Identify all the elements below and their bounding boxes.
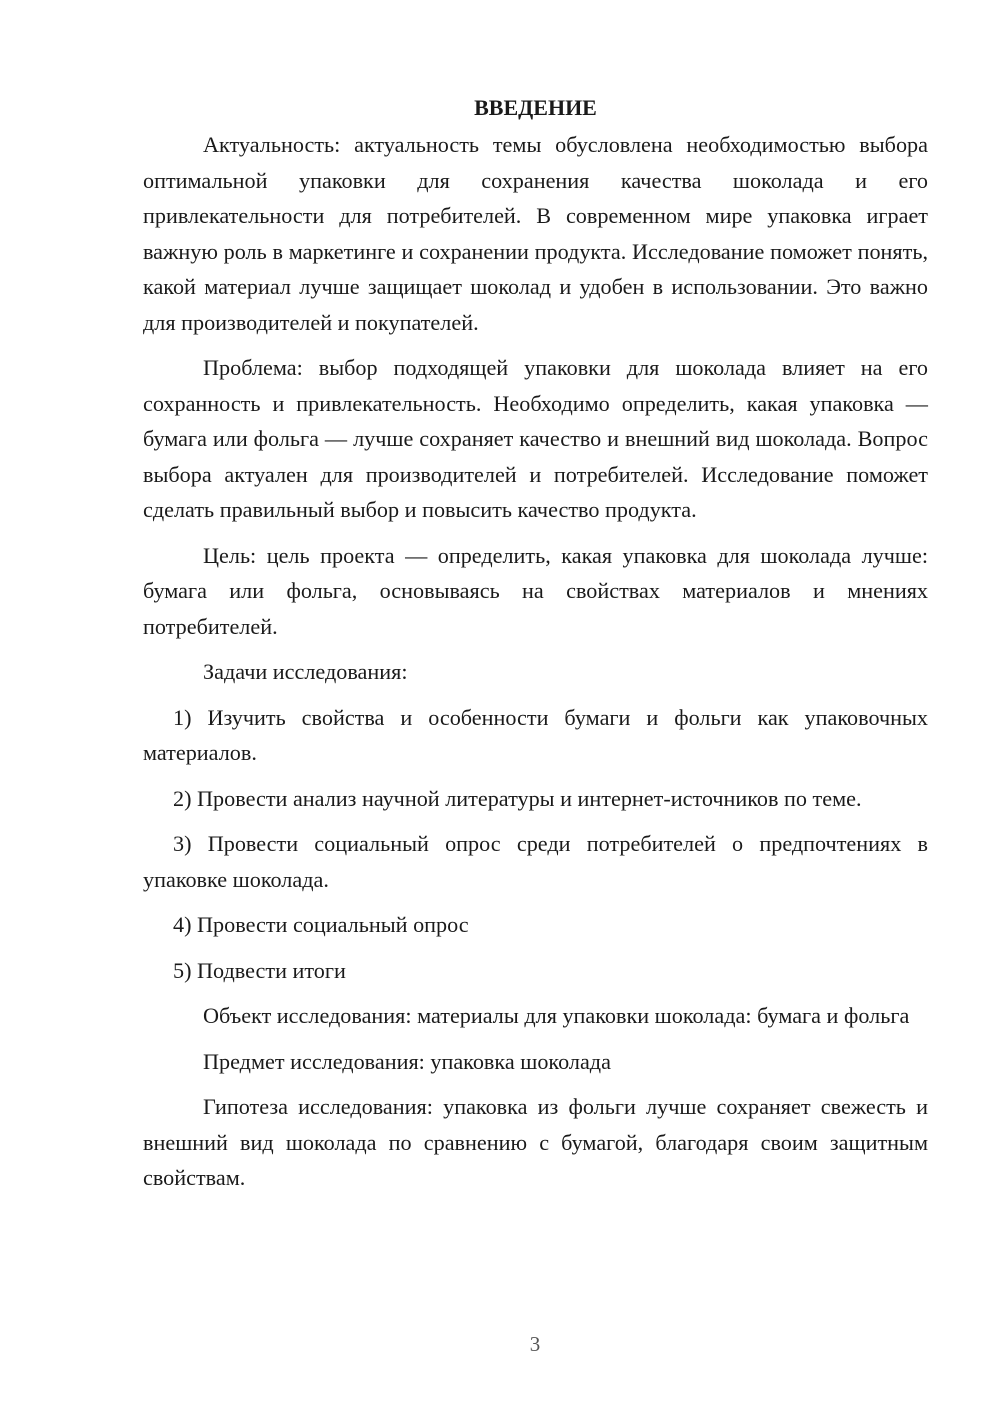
paragraph-hypothesis: Гипотеза исследования: упаковка из фольги лучше сохраняет свежесть и внешний вид шоколада по сравнению с бумагой, благодаря своим защитным свойствам.	[143, 1094, 928, 1190]
task-item-2: 2) Провести анализ научной литературы и интернет-источников по теме.	[173, 785, 862, 811]
task-item-1: 1) Изучить свойства и особенности бумаги и фольги как упаковочных материалов.	[143, 704, 928, 765]
page-title: ВВЕДЕНИЕ	[474, 95, 597, 120]
task-item-4: 4) Провести социальный опрос	[173, 912, 469, 937]
paragraph-object: Объект исследования: материалы для упаковки шоколада: бумага и фольга	[203, 1003, 910, 1028]
task-item-3: 3) Провести социальный опрос среди потребителей о предпочтениях в упаковке шоколада.	[143, 831, 928, 892]
paragraph-relevance: Актуальность: актуальность темы обусловлена необходимостью выбора оптимальной упаковки для сохранения качества шоколада и его привлекательности для потребителей. В современном мире упаковка играет важную роль в маркетинге и сохранении продукта. Исследование поможет понять, какой материал лучше защищает шоколад и удобен в использовании. Это важно для производителей и покупателей.	[143, 132, 928, 335]
page-number: 3	[529, 1332, 541, 1356]
paragraph-subject: Предмет исследования: упаковка шоколада	[203, 1048, 611, 1074]
paragraph-goal: Цель: цель проекта — определить, какая упаковка для шоколада лучше: бумага или фольга, основываясь на свойствах материалов и мнениях потребителей.	[143, 542, 928, 639]
paragraph-problem: Проблема: выбор подходящей упаковки для шоколада влияет на его сохранность и привлекательность. Необходимо определить, какая упаковка — бумага или фольга — лучше сохраняет качество и внешний вид шоколада. Вопрос выбора актуален для производителей и потребителей. Исследование поможет сделать правильный выбор и повысить качество продукта.	[143, 355, 928, 522]
document-page	[143, 90, 928, 1196]
tasks-heading: Задачи исследования:	[203, 659, 408, 684]
task-item-5: 5) Подвести итоги	[173, 957, 346, 983]
